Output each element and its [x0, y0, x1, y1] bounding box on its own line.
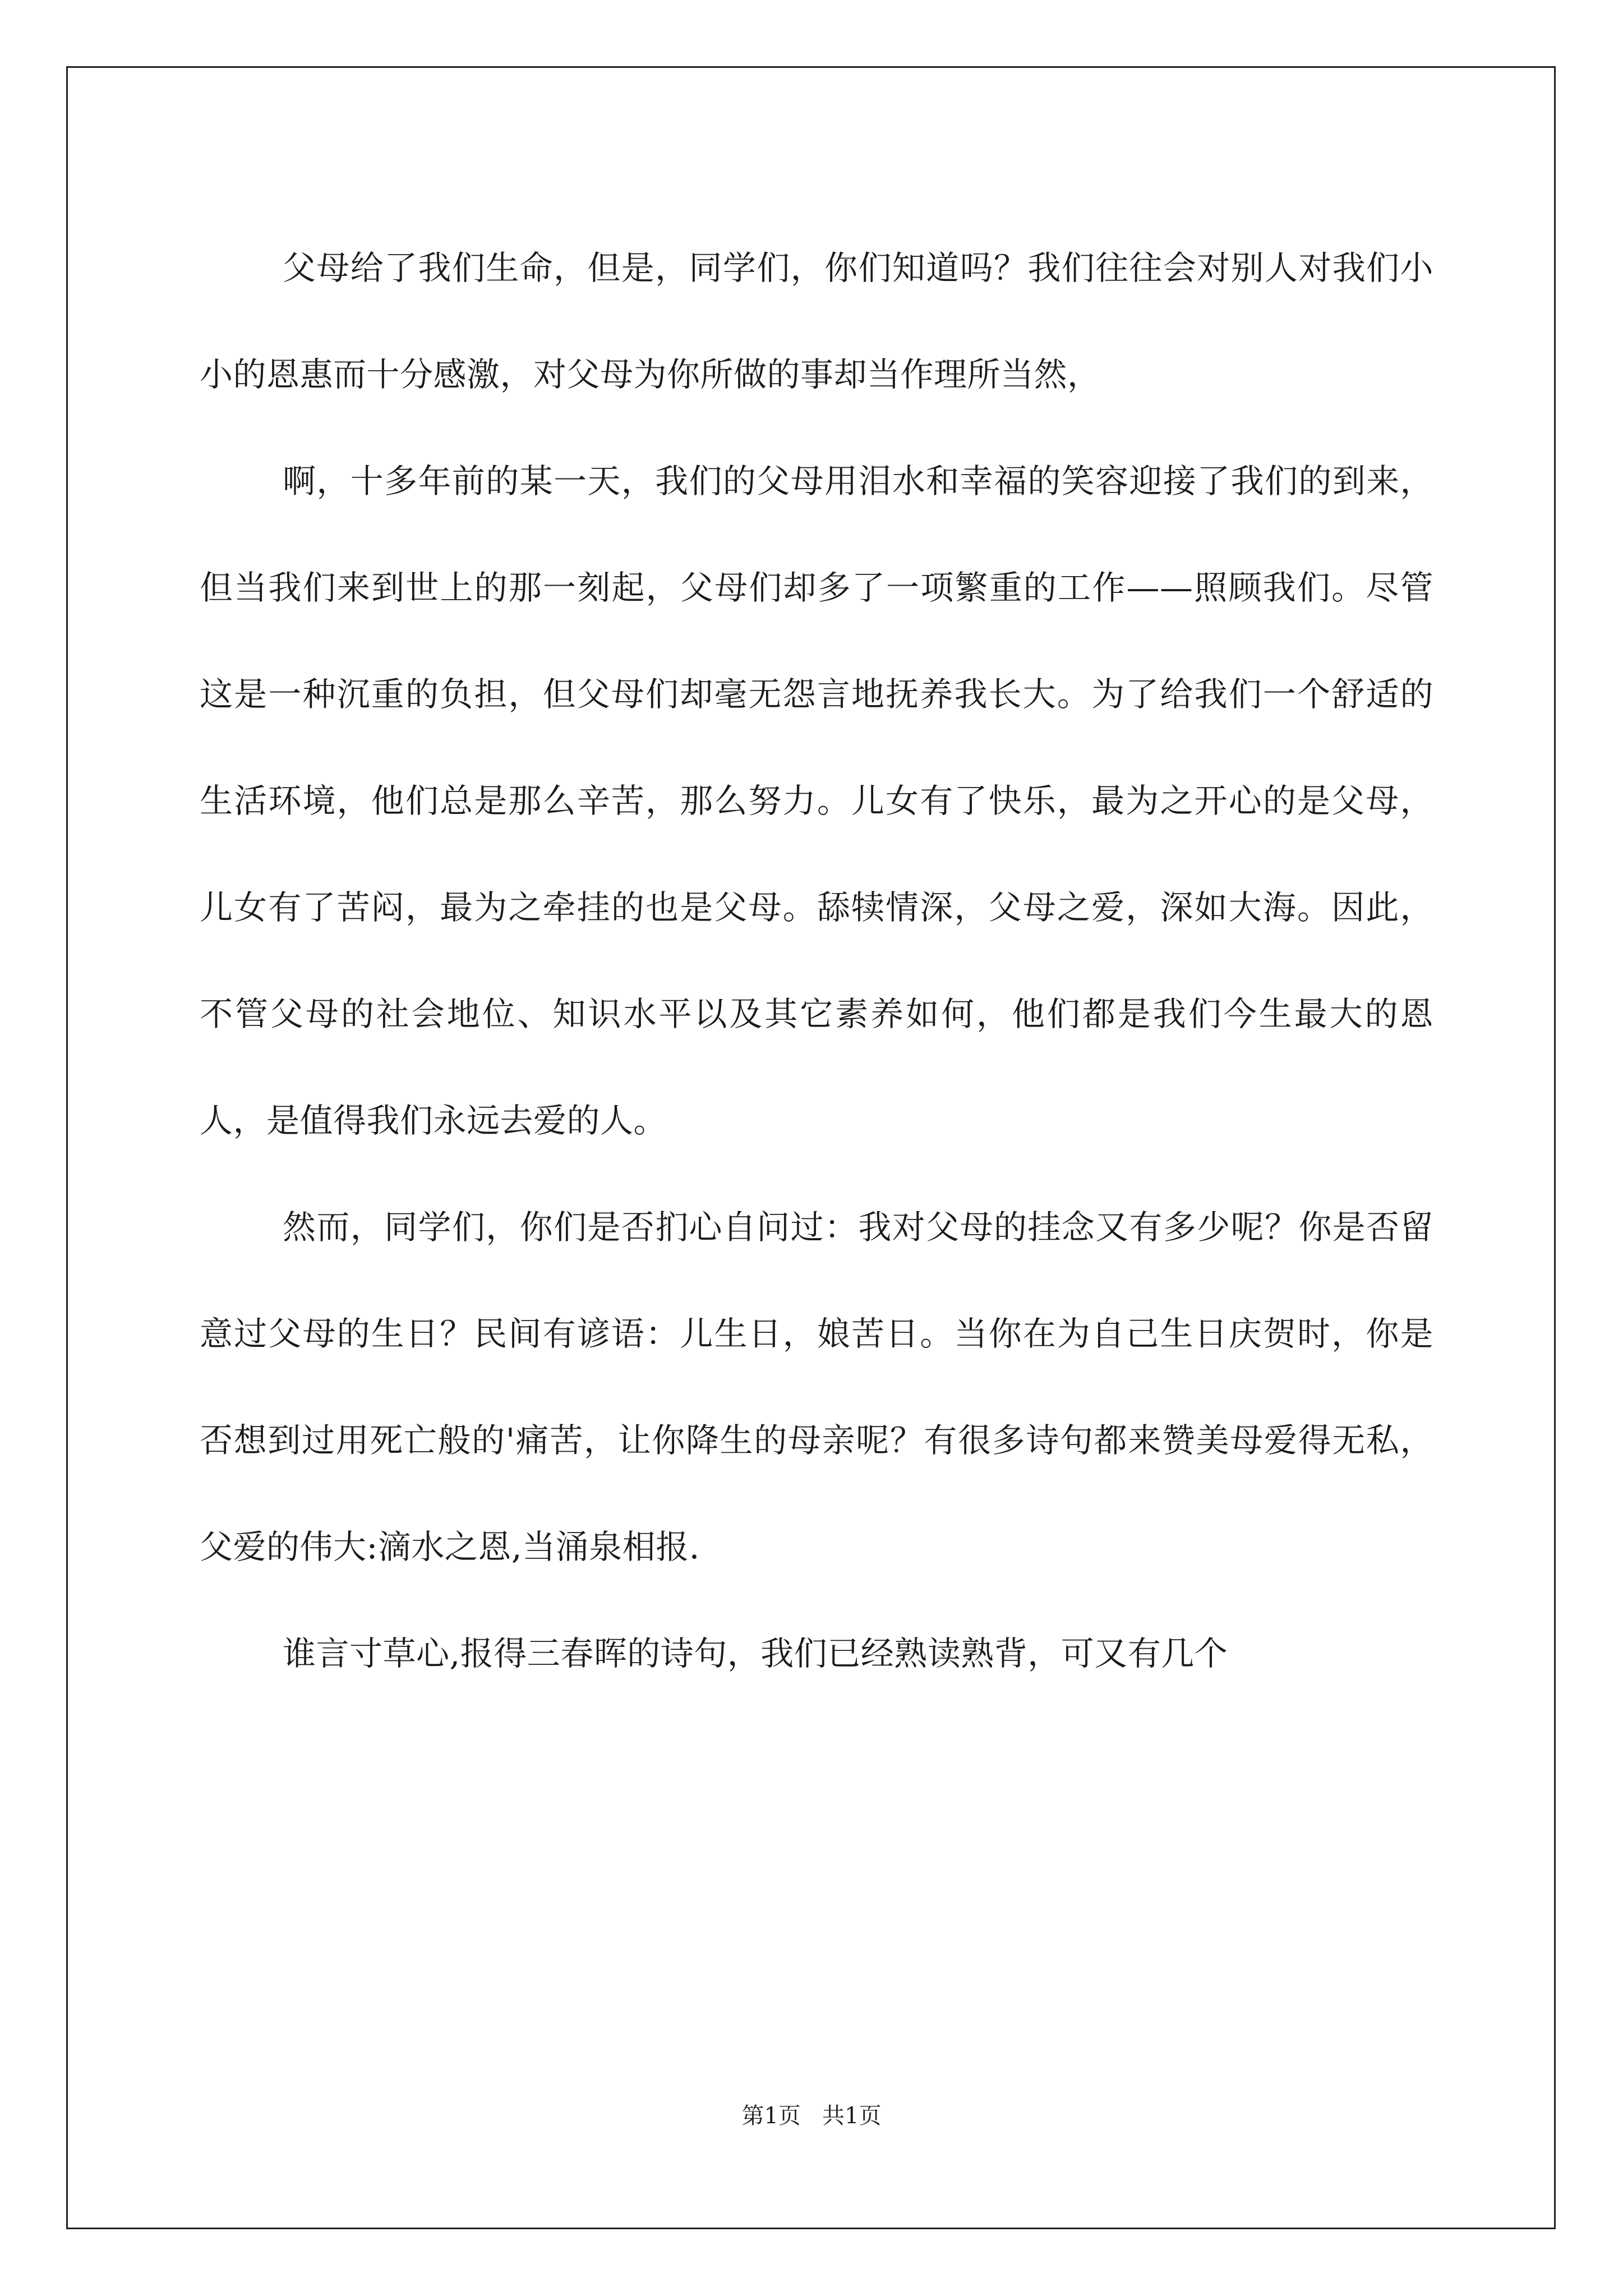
- document-body: [200, 215, 1433, 1707]
- page-number-footer: 第1页 共1页: [741, 2103, 882, 2129]
- paragraph: 啊，十多年前的某一天，我们的父母用泪水和幸福的笑容迎接了我们的到来，但当我们来到世上的那一刻起，父母们却多了一项繁重的工作——照顾我们。尽管这是一种沉重的负担，但父母们却毫无怨言地抚养我长大。为了给我们一个舒适的生活环境，他们总是那么辛苦，那么努力。儿女有了快乐，最为之开心的是父母，儿女有了苦闷，最为之牵挂的也是父母。舔犊情深，父母之爱，深如大海。因此，不管父母的社会地位、知识水平以及其它素养如何，他们都是我们今生最大的恩人，是值得我们永远去爱的人。: [200, 462, 1433, 1140]
- paragraph: 父母给了我们生命，但是，同学们，你们知道吗？我们往往会对别人对我们小小的恩惠而十分感激，对父母为你所做的事却当作理所当然，: [200, 249, 1433, 394]
- paragraph: 谁言寸草心,报得三春晖的诗句，我们已经熟读熟背，可又有几个: [283, 1634, 1228, 1673]
- paragraph: 然而，同学们，你们是否扪心自问过：我对父母的挂念又有多少呢？你是否留意过父母的生日？民间有谚语：儿生日，娘苦日。当你在为自己生日庆贺时，你是否想到过用死亡般的'痛苦，让你降生的母亲呢？有很多诗句都来赞美母爱得无私，父爱的伟大:滴水之恩,当涌泉相报.: [200, 1208, 1433, 1566]
